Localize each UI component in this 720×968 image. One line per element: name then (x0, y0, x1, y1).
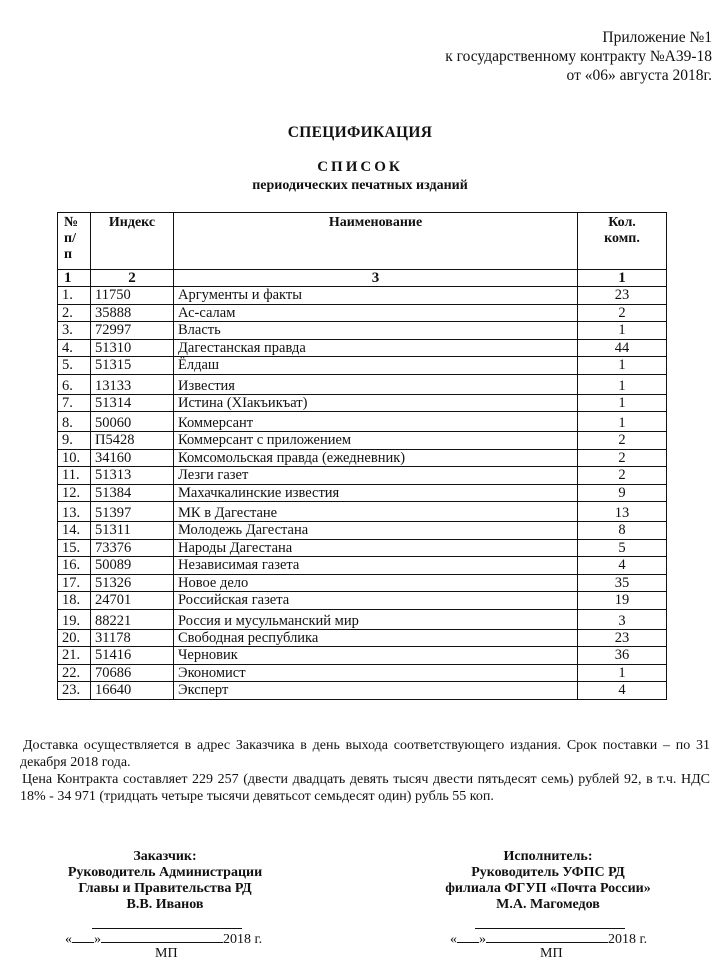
row-quantity: 2 (578, 304, 667, 322)
row-name: Лезги газет (174, 467, 578, 485)
table-row (58, 539, 667, 557)
table-row (58, 412, 667, 432)
document-title: СПЕЦИФИКАЦИЯ (287, 124, 433, 141)
row-name: Эксперт (174, 682, 578, 700)
delivery-paragraph (20, 737, 710, 771)
row-number: 15. (58, 539, 91, 557)
table-row (58, 394, 667, 412)
row-quantity: 36 (578, 647, 667, 665)
table-row (58, 557, 667, 575)
row-quantity: 2 (578, 449, 667, 467)
quote-open: « (450, 932, 457, 947)
price-text: Цена Контракта составляет 229 257 (двести двадцать девять тысяч двести пятьдесят семь) рублей 92, в т.ч. НДС 18% - 34 971 (тридцать четыре тысячи девятьсот семьдесят один) рубль 55 коп. (20, 772, 710, 804)
row-quantity: 44 (578, 339, 667, 357)
row-number: 2. (58, 304, 91, 322)
row-index: 51326 (91, 574, 174, 592)
row-number: 13. (58, 502, 91, 522)
row-index: 72997 (91, 322, 174, 340)
customer-position: Руководитель Администрации (67, 865, 263, 880)
table-row (58, 664, 667, 682)
column-number-row (58, 270, 667, 287)
header-index: Индекс (91, 213, 174, 270)
row-index: 51397 (91, 502, 174, 522)
quote-open: « (65, 932, 72, 947)
row-index: П5428 (91, 432, 174, 450)
row-index: 88221 (91, 609, 174, 629)
row-quantity: 13 (578, 502, 667, 522)
row-number: 4. (58, 339, 91, 357)
header-quantity (578, 213, 667, 270)
row-index: 34160 (91, 449, 174, 467)
row-quantity: 19 (578, 592, 667, 610)
row-name: Аргументы и факты (174, 287, 578, 305)
row-index: 51311 (91, 522, 174, 540)
customer-name: В.В. Иванов (126, 897, 204, 912)
customer-signature-line (92, 928, 242, 929)
customer-role: Заказчик: (133, 849, 197, 864)
header-quantity-line2: комп. (604, 231, 640, 246)
row-name: Россия и мусульманский мир (174, 609, 578, 629)
row-number: 20. (58, 629, 91, 647)
row-quantity: 1 (578, 394, 667, 412)
row-quantity: 23 (578, 629, 667, 647)
quote-close: » (94, 932, 101, 947)
table-row (58, 339, 667, 357)
row-number: 3. (58, 322, 91, 340)
table-row (58, 449, 667, 467)
row-number: 23. (58, 682, 91, 700)
row-index: 51314 (91, 394, 174, 412)
customer-stamp-label: МП (155, 946, 178, 961)
publications-table (57, 212, 667, 700)
contractor-signature-line (475, 928, 625, 929)
table-row (58, 609, 667, 629)
row-name: Российская газета (174, 592, 578, 610)
annex-title: Приложение №1 (602, 29, 712, 46)
contractor-role: Исполнитель: (503, 849, 593, 864)
row-number: 21. (58, 647, 91, 665)
list-title: СПИСОК (317, 159, 403, 175)
row-number: 12. (58, 484, 91, 502)
row-name: Известия (174, 374, 578, 394)
row-number: 5. (58, 357, 91, 375)
row-number: 6. (58, 374, 91, 394)
row-number: 9. (58, 432, 91, 450)
contractor-organization: филиала ФГУП «Почта России» (445, 881, 651, 896)
header-number-line3: п (64, 247, 73, 262)
row-name: Черновик (174, 647, 578, 665)
contractor-year: 2018 г. (608, 932, 648, 947)
delivery-text: Доставка осуществляется в адрес Заказчика в день выхода соответствующего издания. Срок поставки – по 31 декабря 2018 года. (20, 738, 710, 770)
row-name: Экономист (174, 664, 578, 682)
column-number: 1 (578, 270, 667, 287)
row-quantity: 4 (578, 682, 667, 700)
month-blank (486, 930, 608, 943)
row-quantity: 35 (578, 574, 667, 592)
row-quantity: 4 (578, 557, 667, 575)
row-number: 22. (58, 664, 91, 682)
row-number: 8. (58, 412, 91, 432)
row-name: Свободная республика (174, 629, 578, 647)
column-number: 2 (91, 270, 174, 287)
header-quantity-line1: Кол. (608, 215, 636, 230)
list-subtitle: периодических печатных изданий (252, 178, 468, 193)
row-quantity: 8 (578, 522, 667, 540)
day-blank (72, 930, 94, 943)
row-index: 51313 (91, 467, 174, 485)
row-index: 50089 (91, 557, 174, 575)
row-name: Власть (174, 322, 578, 340)
row-name: Ёлдаш (174, 357, 578, 375)
row-quantity: 1 (578, 357, 667, 375)
month-blank (101, 930, 223, 943)
annex-header (445, 28, 712, 85)
row-index: 73376 (91, 539, 174, 557)
row-name: Истина (XIакъикъат) (174, 394, 578, 412)
row-name: Комсомольская правда (ежедневник) (174, 449, 578, 467)
row-index: 51416 (91, 647, 174, 665)
row-quantity: 1 (578, 412, 667, 432)
contractor-name: М.А. Магомедов (496, 897, 600, 912)
header-number-line1: № (64, 215, 79, 230)
row-index: 11750 (91, 287, 174, 305)
table-row (58, 522, 667, 540)
table-row (58, 629, 667, 647)
row-number: 1. (58, 287, 91, 305)
row-name: Народы Дагестана (174, 539, 578, 557)
row-number: 10. (58, 449, 91, 467)
row-index: 51384 (91, 484, 174, 502)
row-name: Коммерсант (174, 412, 578, 432)
table-row (58, 682, 667, 700)
customer-organization: Главы и Правительства РД (78, 881, 252, 896)
table-row (58, 357, 667, 375)
annex-contract: к государственному контракту №А39-18 (445, 48, 712, 65)
table-row (58, 467, 667, 485)
row-name: Новое дело (174, 574, 578, 592)
row-number: 11. (58, 467, 91, 485)
row-quantity: 9 (578, 484, 667, 502)
row-quantity: 2 (578, 432, 667, 450)
row-number: 16. (58, 557, 91, 575)
row-number: 19. (58, 609, 91, 629)
row-number: 17. (58, 574, 91, 592)
header-name: Наименование (174, 213, 578, 270)
row-quantity: 1 (578, 374, 667, 394)
row-index: 35888 (91, 304, 174, 322)
customer-signature-block (40, 849, 290, 913)
column-number: 1 (58, 270, 91, 287)
table-row (58, 322, 667, 340)
contractor-stamp-label: МП (540, 946, 563, 961)
row-index: 24701 (91, 592, 174, 610)
table-header-row (58, 213, 667, 270)
row-name: МК в Дагестане (174, 502, 578, 522)
table-row (58, 432, 667, 450)
row-index: 51310 (91, 339, 174, 357)
customer-year: 2018 г. (223, 932, 263, 947)
row-number: 7. (58, 394, 91, 412)
header-number-line2: п/ (64, 231, 76, 246)
annex-date: от «06» августа 2018г. (566, 67, 712, 84)
row-quantity: 5 (578, 539, 667, 557)
contractor-position: Руководитель УФПС РД (471, 865, 625, 880)
row-number: 18. (58, 592, 91, 610)
table-row (58, 304, 667, 322)
row-quantity: 1 (578, 322, 667, 340)
row-index: 16640 (91, 682, 174, 700)
row-number: 14. (58, 522, 91, 540)
row-name: Ас-салам (174, 304, 578, 322)
table-row (58, 647, 667, 665)
table-row (58, 484, 667, 502)
row-quantity: 3 (578, 609, 667, 629)
day-blank (457, 930, 479, 943)
row-name: Независимая газета (174, 557, 578, 575)
table-row (58, 502, 667, 522)
row-index: 31178 (91, 629, 174, 647)
row-index: 70686 (91, 664, 174, 682)
row-index: 50060 (91, 412, 174, 432)
row-quantity: 23 (578, 287, 667, 305)
row-name: Махачкалинские известия (174, 484, 578, 502)
row-quantity: 1 (578, 664, 667, 682)
table-row (58, 374, 667, 394)
table-row (58, 574, 667, 592)
table-row (58, 592, 667, 610)
price-paragraph (20, 771, 710, 805)
header-number (58, 213, 91, 270)
quote-close: » (479, 932, 486, 947)
row-name: Молодежь Дагестана (174, 522, 578, 540)
row-index: 13133 (91, 374, 174, 394)
contractor-signature-block (423, 849, 673, 913)
row-index: 51315 (91, 357, 174, 375)
row-quantity: 2 (578, 467, 667, 485)
column-number: 3 (174, 270, 578, 287)
row-name: Дагестанская правда (174, 339, 578, 357)
row-name: Коммерсант с приложением (174, 432, 578, 450)
table-row (58, 287, 667, 305)
